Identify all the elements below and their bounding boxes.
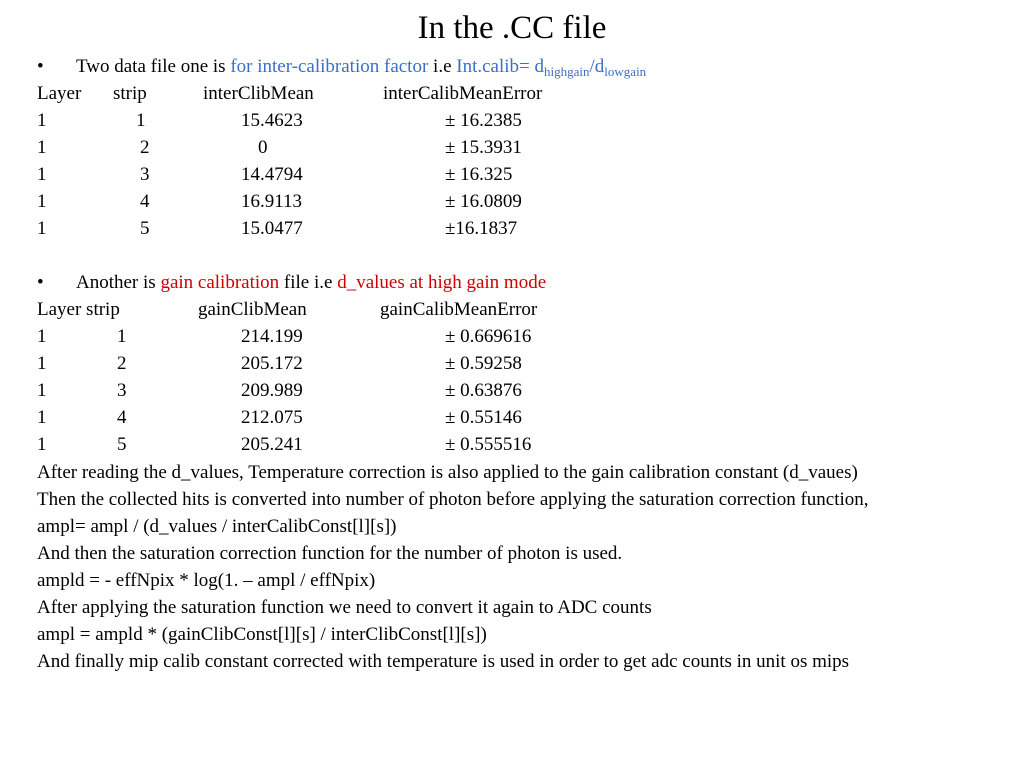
cell-error: ± 0.63876	[445, 380, 522, 401]
cell-error: ± 16.0809	[445, 191, 522, 212]
cell-mean: 14.4794	[241, 164, 303, 185]
paragraph-saturation: And then the saturation correction function for the number of photon is used.	[37, 543, 623, 564]
cell-error: ± 0.55146	[445, 407, 522, 428]
col-layer-strip-header: Layer strip	[37, 299, 120, 320]
cell-strip: 4	[140, 191, 150, 212]
cell-mean: 209.989	[241, 380, 303, 401]
cell-layer: 1	[37, 164, 47, 185]
table-row	[37, 188, 997, 215]
col-mean-header: gainClibMean	[198, 299, 307, 320]
cell-strip: 3	[140, 164, 150, 185]
cell-layer: 1	[37, 110, 47, 131]
col-error-header: interCalibMeanError	[383, 83, 543, 104]
table-row	[37, 404, 997, 431]
table-row	[37, 161, 997, 188]
table-row	[37, 215, 997, 242]
cell-mean: 205.241	[241, 434, 303, 455]
cell-mean: 214.199	[241, 326, 303, 347]
cell-layer: 1	[37, 137, 47, 158]
bullet-text-c: i.e	[428, 56, 457, 77]
cell-layer: 1	[37, 353, 47, 374]
paragraph-hits-conversion: Then the collected hits is converted into number of photon before applying the saturation correction function,	[37, 489, 869, 510]
cell-mean: 15.4623	[241, 110, 303, 131]
cell-layer: 1	[37, 218, 47, 239]
bullet-text-a: Two data file one is	[76, 56, 231, 77]
cell-error: ± 0.59258	[445, 353, 522, 374]
table-row	[37, 431, 997, 458]
cell-error: ± 15.3931	[445, 137, 522, 158]
cell-strip: 5	[117, 434, 127, 455]
table1-header	[37, 80, 997, 107]
bullet-highlight: for inter-calibration factor	[230, 56, 429, 77]
table-row	[37, 134, 997, 161]
bullet-marker: •	[37, 56, 44, 77]
cell-layer: 1	[37, 380, 47, 401]
cell-mean: 205.172	[241, 353, 303, 374]
cell-layer: 1	[37, 191, 47, 212]
table2-header	[37, 296, 997, 323]
bullet-highlight-d-values: d_values at high gain mode	[337, 272, 547, 293]
cell-error: ± 0.669616	[445, 326, 532, 347]
slide-body	[37, 53, 997, 678]
cell-strip: 1	[136, 110, 146, 131]
cell-strip: 1	[117, 326, 127, 347]
bullet-text-c: file i.e	[279, 272, 338, 293]
cell-error: ± 16.325	[445, 164, 513, 185]
cell-strip: 2	[117, 353, 127, 374]
bullet-highlight: gain calibration	[160, 272, 280, 293]
spacer	[37, 242, 997, 269]
bullet-text-a: Another is	[76, 272, 161, 293]
paragraph-adc-conversion: After applying the saturation function we need to convert it again to ADC counts	[37, 597, 652, 618]
cell-layer: 1	[37, 407, 47, 428]
table-row	[37, 107, 997, 134]
cell-strip: 5	[140, 218, 150, 239]
cell-strip: 2	[140, 137, 150, 158]
col-strip-header: strip	[113, 83, 147, 104]
cell-layer: 1	[37, 434, 47, 455]
cell-error: ±16.1837	[445, 218, 518, 239]
cell-error: ± 0.555516	[445, 434, 532, 455]
paragraph-temperature-correction: After reading the d_values, Temperature correction is also applied to the gain calibration constant (d_vaues)	[37, 462, 858, 483]
col-error-header: gainCalibMeanError	[380, 299, 538, 320]
cell-mean: 15.0477	[241, 218, 303, 239]
cell-mean: 16.9113	[241, 191, 303, 212]
bullet-gain-calibration	[37, 269, 997, 296]
col-layer-header: Layer	[37, 83, 82, 104]
cell-error: ± 16.2385	[445, 110, 522, 131]
cell-layer: 1	[37, 326, 47, 347]
bullet-marker: •	[37, 272, 44, 293]
paragraph-mip-calib: And finally mip calib constant corrected with temperature is used in order to get adc counts in unit os mips	[37, 651, 850, 672]
col-mean-header: interClibMean	[203, 83, 314, 104]
table-row	[37, 350, 997, 377]
cell-mean: 212.075	[241, 407, 303, 428]
cell-strip: 3	[117, 380, 127, 401]
formula-ampld: ampld = - effNpix * log(1. – ampl / effNpix)	[37, 570, 376, 591]
table-row	[37, 377, 997, 404]
formula-int-calib: Int.calib= $d_{highgain}/d_{lowgain}$	[456, 56, 647, 79]
formula-ampl: ampl= ampl / (d_values / interCalibConst[l][s])	[37, 516, 397, 537]
formula-ampl-adc: ampl = ampld * (gainClibConst[l][s] / interClibConst[l][s])	[37, 624, 487, 645]
table-row	[37, 323, 997, 350]
slide-title: In the .CC file	[417, 10, 607, 46]
cell-strip: 4	[117, 407, 127, 428]
cell-mean: 0	[258, 137, 268, 158]
bullet-inter-calibration	[37, 53, 997, 80]
